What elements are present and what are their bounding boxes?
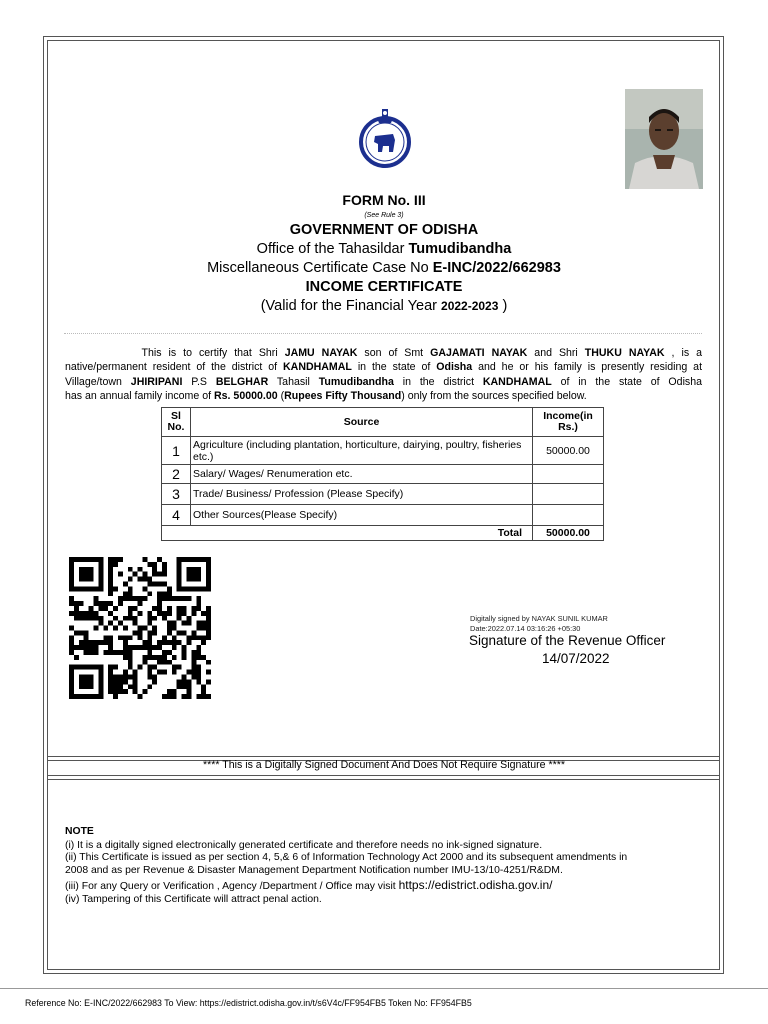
note-text: (iii) For any Query or Verification , Agency /Department / Office may visit xyxy=(65,881,396,893)
table-row xyxy=(162,437,604,465)
total-value: 50000.00 xyxy=(533,526,604,541)
edistrict-link[interactable]: https://edistrict.odisha.gov.in/ xyxy=(398,878,553,893)
office-prefix: Office of the Tahasildar xyxy=(256,241,405,257)
note-item: 2008 and as per Revenue & Disaster Management Department Notification number IMU-13/10-4251/R&DM. xyxy=(65,864,563,876)
table-row xyxy=(162,505,604,526)
holder-name: JAMU NAYAK xyxy=(284,347,358,359)
validity-year: 2022-2023 xyxy=(441,299,499,313)
reference-footer: Reference No: E-INC/2022/662983 To View: https://edistrict.odisha.gov.in/t/s6V4c/FF954FB5 Token No: FF954FB5 xyxy=(25,998,472,1008)
validity-line xyxy=(0,298,768,314)
state: Odisha xyxy=(436,361,473,374)
row-source: Other Sources(Please Specify) xyxy=(191,505,533,526)
body-text: has an annual family income of xyxy=(65,389,212,402)
village: JHIRIPANI xyxy=(130,375,183,388)
header-sl-no: Sl No. xyxy=(162,408,191,437)
body-text: ) only from the sources specified below. xyxy=(401,389,587,402)
divider-bottom xyxy=(47,775,720,776)
signed-date: Date:2022.07.14 03:16:26 +05:30 xyxy=(470,623,581,633)
total-label: Total xyxy=(162,526,533,541)
body-text: Village/town xyxy=(65,375,122,388)
dotted-separator xyxy=(64,333,702,334)
table-header-row xyxy=(162,408,604,437)
table-row xyxy=(162,484,604,505)
digital-signature-note: **** This is a Digitally Signed Document And Does Not Require Signature **** xyxy=(203,759,565,771)
body-line-2 xyxy=(65,360,702,374)
row-source: Trade/ Business/ Profession (Please Specify) xyxy=(191,484,533,505)
validity-suffix: ) xyxy=(502,298,508,314)
signed-by: Digitally signed by NAYAK SUNIL KUMAR xyxy=(470,614,608,623)
body-text: Tahasil xyxy=(276,375,310,388)
body-text: in the district xyxy=(402,375,475,388)
header-income: Income(in Rs.) xyxy=(533,408,604,437)
district-2: KANDHAMAL xyxy=(482,375,552,388)
row-income xyxy=(533,484,604,505)
row-income xyxy=(533,505,604,526)
body-text: This is to certify that Shri xyxy=(141,347,278,359)
body-text: and he or his family is presently residing at xyxy=(478,361,703,374)
applicant-photo xyxy=(625,89,703,189)
income-words: Rupees Fifty Thousand xyxy=(284,389,402,402)
body-text: native/permanent resident of the district of xyxy=(65,361,278,374)
office-name: Tumudibandha xyxy=(408,241,512,257)
certificate-body xyxy=(65,346,702,403)
state-emblem-icon xyxy=(357,106,413,168)
police-station: BELGHAR xyxy=(215,375,269,388)
government-title: GOVERNMENT OF ODISHA xyxy=(289,222,479,238)
footer-rule xyxy=(0,988,768,989)
row-source: Agriculture (including plantation, horticulture, dairying, poultry, fisheries etc.) xyxy=(191,437,533,465)
qr-code xyxy=(69,556,211,700)
body-line-3 xyxy=(65,375,702,389)
signature-label: Signature of the Revenue Officer xyxy=(469,633,666,648)
mother-name: GAJAMATI NAYAK xyxy=(430,347,528,359)
table-total-row xyxy=(162,526,604,541)
body-text: of in the state of Odisha xyxy=(560,375,703,388)
tahasil: Tumudibandha xyxy=(318,375,394,388)
body-text: , is a xyxy=(671,347,702,359)
body-text: son of Smt xyxy=(364,347,424,359)
district: KANDHAMAL xyxy=(283,361,352,374)
note-item: (i) It is a digitally signed electronically generated certificate and therefore needs no ink-signed signature. xyxy=(65,839,543,851)
row-income: 50000.00 xyxy=(533,437,604,465)
row-number: 2 xyxy=(162,465,191,484)
father-name: THUKU NAYAK xyxy=(584,347,665,359)
digital-signature-stamp xyxy=(470,614,608,633)
body-line-1 xyxy=(65,346,702,360)
body-text: ( xyxy=(280,389,285,402)
body-text: in the state of xyxy=(357,361,431,374)
certificate-title: INCOME CERTIFICATE xyxy=(305,279,463,295)
row-number: 1 xyxy=(162,437,191,465)
table-row xyxy=(162,465,604,484)
income-amount: Rs. 50000.00 xyxy=(214,389,278,402)
notes-heading: NOTE xyxy=(65,826,94,837)
case-line xyxy=(0,260,768,276)
row-number: 4 xyxy=(162,505,191,526)
row-number: 3 xyxy=(162,484,191,505)
body-line-4 xyxy=(65,389,702,403)
notes-section xyxy=(65,826,705,907)
note-item xyxy=(65,879,705,894)
note-item: (iv) Tampering of this Certificate will attract penal action. xyxy=(65,893,322,905)
note-item: (ii) This Certificate is issued as per section 4, 5,& 6 of Information Technology Act 2000 and its subsequent amendments in xyxy=(65,852,628,864)
signature-date: 14/07/2022 xyxy=(542,651,610,666)
income-table xyxy=(161,407,604,541)
divider-top xyxy=(47,756,720,757)
rule-reference: (See Rule 3) xyxy=(364,212,404,219)
body-text: and Shri xyxy=(534,347,578,359)
validity-prefix: (Valid for the Financial Year xyxy=(260,298,437,314)
row-source: Salary/ Wages/ Renumeration etc. xyxy=(191,465,533,484)
form-number: FORM No. III xyxy=(342,192,426,208)
case-number: E-INC/2022/662983 xyxy=(432,260,561,276)
case-prefix: Miscellaneous Certificate Case No xyxy=(207,260,429,276)
divider-bottom-2 xyxy=(47,779,720,780)
row-income xyxy=(533,465,604,484)
body-text: P.S xyxy=(191,375,207,388)
header-source: Source xyxy=(191,408,533,437)
office-line xyxy=(0,241,768,257)
